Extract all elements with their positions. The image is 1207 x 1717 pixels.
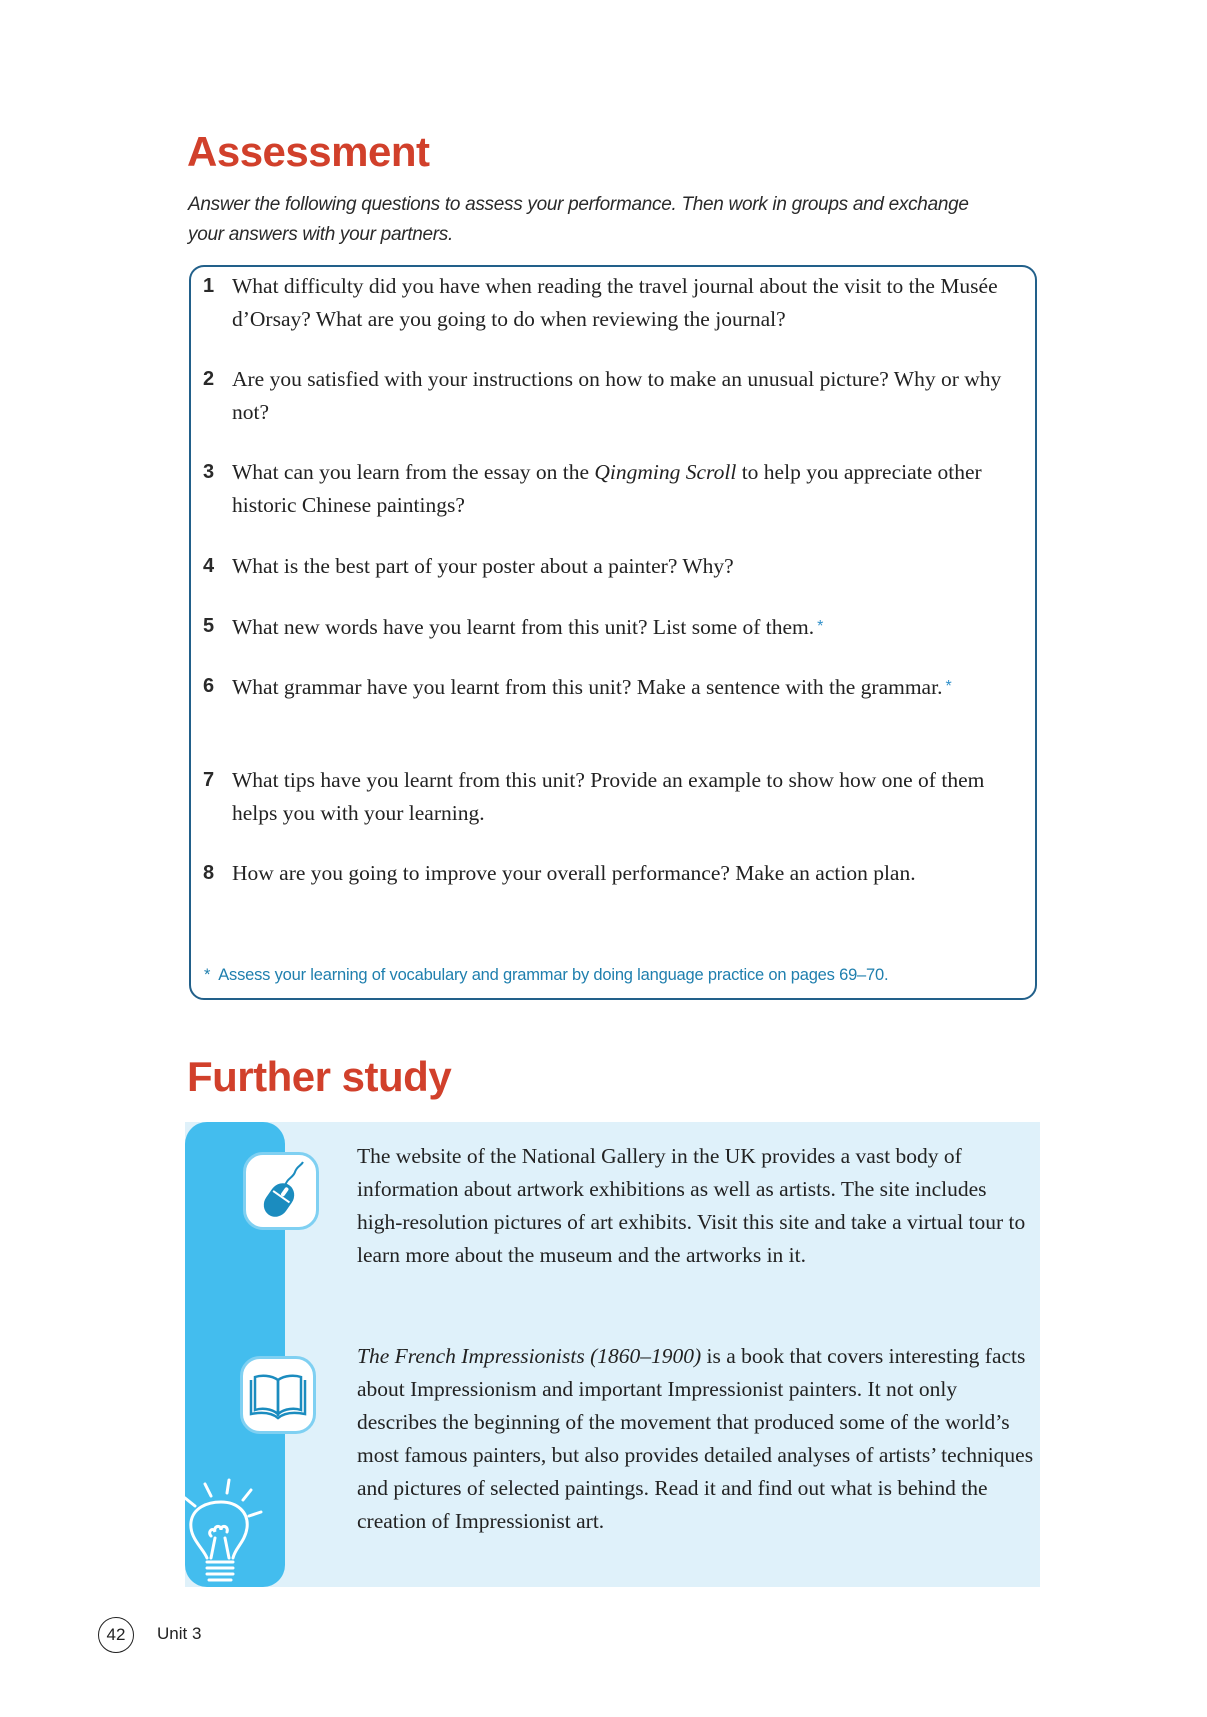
question-text: Are you satisfied with your instructions on how to make an unusual picture? Why or why not? xyxy=(232,367,1002,424)
question-number: 8 xyxy=(203,862,215,884)
open-book-icon xyxy=(240,1356,316,1434)
question-item xyxy=(203,363,1033,429)
question-number: 2 xyxy=(203,368,215,390)
question-number: 6 xyxy=(203,675,215,697)
question-item xyxy=(203,456,1033,522)
question-item xyxy=(203,764,1033,830)
question-text: How are you going to improve your overall performance? Make an action plan. xyxy=(232,861,916,885)
question-number: 5 xyxy=(203,615,215,637)
footnote-marker: * xyxy=(945,678,952,695)
question-number: 1 xyxy=(203,275,215,297)
resource-website-description: The website of the National Gallery in the UK provides a vast body of information about artwork exhibitions as well as artists. The site includes high-resolution pictures of art exhibits. Visit this site and take a virtual tour to learn more about the museum and the artworks in it. xyxy=(357,1144,1026,1267)
question-text: What grammar have you learnt from this unit? Make a sentence with the grammar. * xyxy=(232,675,952,699)
lightbulb-icon xyxy=(185,1478,275,1588)
question-item xyxy=(203,270,1033,336)
resource-book-description: The French Impressionists (1860–1900) is a book that covers interesting facts about Impressionism and important Impressionist painters. It not only describes the beginning of the movement that produced some of the world’s most famous painters, but also provides detailed analyses of artists’ techniques and pictures of selected paintings. Read it and find out what is behind the creation of Impressionist art. xyxy=(357,1344,1034,1533)
footnote-text: Assess your learning of vocabulary and grammar by doing language practice on pages 69–70. xyxy=(218,966,889,984)
question-item xyxy=(203,610,1033,644)
question-number: 3 xyxy=(203,461,215,483)
book-title: The French Impressionists (1860–1900) xyxy=(357,1344,702,1368)
question-text: What new words have you learnt from this unit? List some of them. * xyxy=(232,615,824,639)
question-text: What difficulty did you have when reading the travel journal about the visit to the Musée d’Orsay? What are you going to do when reviewing the journal? xyxy=(232,274,998,331)
question-item xyxy=(203,857,1033,890)
question-item xyxy=(203,670,1033,704)
footnote-marker: * xyxy=(204,966,211,984)
question-number: 7 xyxy=(203,769,215,791)
question-text: What can you learn from the essay on the Qingming Scroll to help you appreciate other historic Chinese paintings? xyxy=(232,460,982,517)
question-number: 4 xyxy=(203,555,215,577)
unit-label: Unit 3 xyxy=(157,1624,202,1643)
question-text: What is the best part of your poster about a painter? Why? xyxy=(232,554,734,578)
assessment-instructions: Answer the following questions to assess your performance. Then work in groups and exchange your answers with your partners. xyxy=(188,194,969,245)
further-study-heading: Further study xyxy=(187,1053,452,1100)
page-number: 42 xyxy=(98,1617,134,1653)
assessment-heading: Assessment xyxy=(187,128,430,175)
artwork-title: Qingming Scroll xyxy=(594,460,737,484)
computer-mouse-icon xyxy=(243,1152,319,1230)
footnote xyxy=(204,966,888,985)
question-text: What tips have you learnt from this unit? Provide an example to show how one of them helps you with your learning. xyxy=(232,768,985,825)
question-item xyxy=(203,550,1033,583)
footnote-marker: * xyxy=(817,618,824,635)
